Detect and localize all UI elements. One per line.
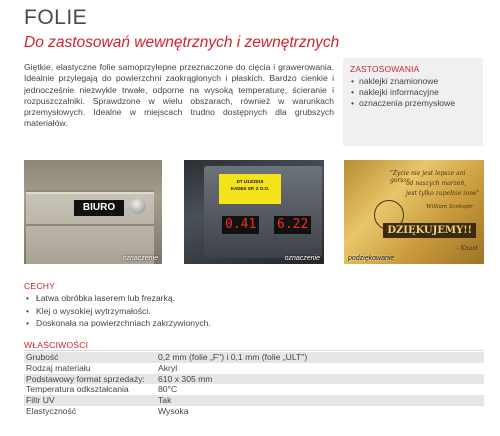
table-row [24, 374, 484, 385]
property-name: Rodzaj materiału [26, 362, 91, 373]
table-row [24, 395, 484, 406]
plate-author: William Szekspir [426, 204, 473, 210]
drawer-line [26, 190, 154, 192]
photo-gold-plate [344, 160, 484, 264]
applications-list [350, 76, 476, 110]
property-value: 610 x 305 mm [156, 374, 484, 385]
list-item: • oznaczenia przemysłowe [350, 98, 476, 109]
property-name: Grubość [24, 352, 156, 363]
property-name: Temperatura odkształcania [26, 384, 129, 395]
list-item: • naklejki informacyjne [350, 87, 476, 98]
property-value: 80°C [158, 384, 178, 395]
property-value: 0,2 mm (folie „F") i 0,1 mm (folie „ULT") [156, 352, 484, 363]
property-value: Akryl [158, 362, 178, 373]
drawer-knob [130, 198, 146, 214]
features-heading: CECHY [24, 281, 56, 291]
photo-caption: oznaczenie [284, 255, 320, 262]
applications-heading: ZASTOSOWANIA [350, 64, 420, 74]
biuro-tag: BIURO [74, 200, 124, 216]
photo-drawer-label [24, 160, 162, 264]
property-name: Filtr UV [24, 395, 156, 406]
property-value: Tak [156, 395, 484, 406]
table-row [24, 352, 484, 363]
intro-paragraph: Giętkie, elastyczne folie samoprzylepne przeznaczone do cięcia i grawerowania. Idealnie przylegają do powierzchni zaokrąglonych i płaskich. Bardzo cienkie i jednocześnie niezwykle trwałe, odporne na wysoką temperaturę, ścieranie i rozpuszczalniki. Sprawdzone w wielu obszarach, również w warunkach przemysłowych. Idealne w miejscach trudno dostępnych dla grubszych materiałów. [24, 62, 334, 129]
list-item: • Klej o wysokiej wytrzymałości. [24, 305, 211, 318]
applications-box [343, 58, 483, 146]
table-row [24, 406, 484, 417]
display-right: 6.22 [274, 216, 311, 234]
yellow-label-line: DT U12/2015 [236, 179, 264, 184]
property-name: Podstawowy format sprzedaży: [24, 374, 156, 385]
divider [24, 350, 484, 351]
page-title: FOLIE [24, 6, 88, 29]
list-item: • naklejki znamionowe [350, 76, 476, 87]
list-item: • Łatwa obróbka laserem lub frezarką. [24, 292, 211, 305]
table-row [24, 384, 484, 395]
yellow-label-line: KADEX SP. Z O.O. [230, 186, 270, 191]
list-item: • Doskonała na powierzchniach zakrzywionych. [24, 317, 211, 330]
yellow-label [219, 174, 281, 204]
plate-quote-line: od naszych marzeń, [406, 180, 467, 187]
plate-quote-line: jest tylko zupełnie inne" [406, 190, 480, 197]
plate-quote-line: "Życie nie jest lepsze ani gorsze [390, 170, 466, 184]
properties-heading: WŁAŚCIWOŚCI [24, 340, 89, 350]
features-list [24, 292, 211, 330]
photo-caption: podziękowanie [348, 255, 395, 262]
photo-device-label [184, 160, 324, 264]
table-row [24, 363, 484, 374]
property-name: Elastyczność [26, 405, 77, 416]
plate-sign: - Knast [456, 245, 478, 252]
plate-thanks: DZIĘKUJEMY!! [383, 223, 476, 238]
property-value: Wysoka [158, 405, 189, 416]
page-subtitle: Do zastosowań wewnętrznych i zewnętrznych [24, 34, 340, 51]
photo-caption: oznaczenie [122, 255, 158, 262]
display-left: 0.41 [222, 216, 259, 234]
drawer-line [26, 224, 154, 226]
properties-table [24, 352, 484, 417]
